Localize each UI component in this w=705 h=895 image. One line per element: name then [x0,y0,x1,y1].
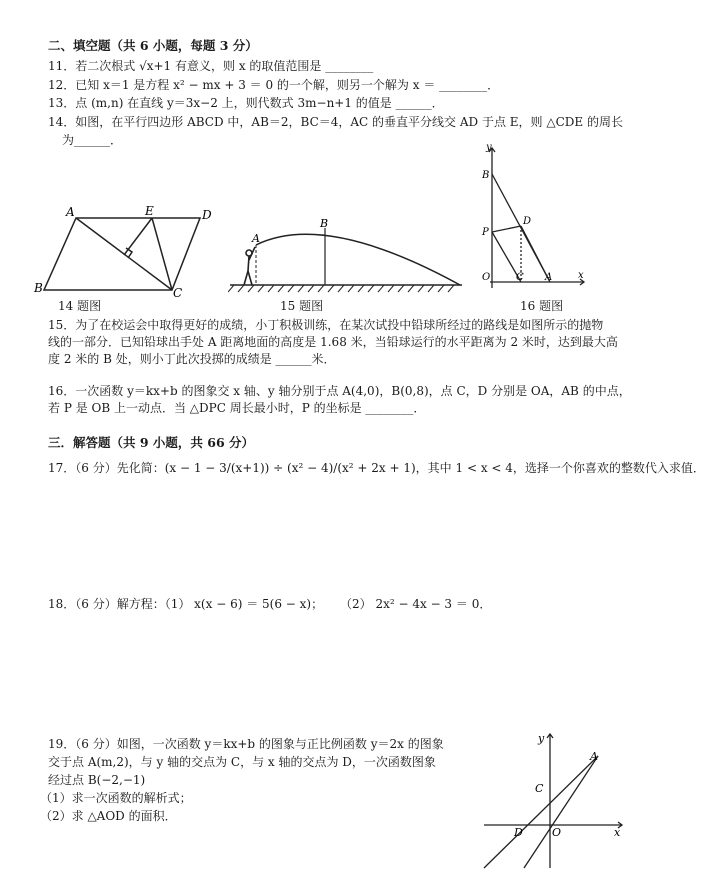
figure-14-caption: 14 题图 [58,299,102,313]
figure-15-caption: 15 题图 [280,299,324,313]
label-a: A [252,232,260,245]
label-x: x [578,270,584,281]
question-16-line-1: 16．一次函数 y＝kx+b 的图象交 x 轴、y 轴分别于点 A(4,0)，B(0,8)，点 C，D 分别是 OA，AB 的中点， [48,384,631,398]
question-16-line-2: 若 P 是 OB 上一动点．当 △DPC 周长最小时，P 的坐标是 ________． [48,401,426,415]
label-a: A [545,272,553,283]
label-o: O [552,826,562,839]
line-kx-b [484,756,598,868]
segment-pd [492,226,521,232]
question-19-line-3: 经过点 B(−2,−1) [48,773,146,787]
label-b: B [482,170,490,181]
label-b: B [34,281,43,295]
figure-16-caption: 16 题图 [520,299,564,313]
question-19-sub-1: （1）求一次函数的解析式； [40,791,192,805]
question-19-line-1: 19．（6 分）如图，一次函数 y＝kx+b 的图象与正比例函数 y＝2x 的图象 [48,737,444,751]
label-d: D [202,208,212,222]
figure-19-coordinate [480,728,630,878]
segment-ec [152,218,172,290]
label-p: P [482,227,489,238]
question-12: 12．已知 x＝1 是方程 x² − mx + 3 ＝ 0 的一个解，则另一个解为 x ＝ ________． [48,78,500,92]
label-a: A [590,750,598,763]
label-c: C [535,782,544,795]
question-19-line-2: 交于点 A(m,2)，与 y 轴的交点为 C，与 x 轴的交点为 D，一次函数图象 [48,755,436,769]
question-18-part-1: 18．（6 分）解方程：（1） x(x − 6) ＝ 5(6 − x)； [48,597,324,611]
question-18-part-2: （2） 2x² − 4x − 3 ＝ 0． [340,597,492,611]
trajectory-curve [256,234,460,285]
label-a: A [66,205,75,219]
label-e: E [145,204,154,218]
figure-16-coordinate [474,140,594,300]
label-d: D [523,216,532,227]
thrower-figure [244,247,255,285]
question-17: 17．（6 分）先化简：(x − 1 − 3/(x+1)) ÷ (x² − 4)/(x² + 2x + 1)，其中 1 < x < 4，选择一个你喜欢的整数代入求值． [48,461,705,475]
question-14-line-2: 为______． [62,133,123,147]
section-3-title: 三．解答题（共 9 小题，共 66 分） [48,435,255,450]
question-13: 13．点 (m,n) 在直线 y＝3x−2 上，则代数式 3m−n+1 的值是 ______． [48,96,444,110]
label-c: C [173,286,183,300]
question-19-sub-2: （2）求 △AOD 的面积． [40,809,177,823]
label-y: y [486,142,492,153]
figure-15-parabola [228,215,468,297]
label-y: y [538,732,545,745]
section-2-title: 二、填空题（共 6 小题，每题 3 分） [48,38,258,53]
question-15-line-3: 度 2 米的 B 处，则小丁此次投掷的成绩是 ______米． [48,352,336,366]
figure-14-parallelogram [32,200,217,300]
label-d: D [514,826,523,839]
question-11: 11．若二次根式 √x+1 有意义，则 x 的取值范围是 ________ [48,59,374,73]
parallelogram-abcd [44,218,200,290]
question-15-line-2: 线的一部分．已知铅球出手处 A 距离地面的高度是 1.68 米，当铅球运行的水平距离为 2 米时，达到最大高 [48,335,618,349]
label-b: B [320,217,329,230]
label-c: C [516,272,524,283]
label-o: O [482,272,491,283]
label-x: x [614,826,621,839]
question-14-line-1: 14．如图，在平行四边形 ABCD 中，AB＝2，BC＝4，AC 的垂直平分线交 AD 于点 E，则 △CDE 的周长 [48,115,623,129]
question-15-line-1: 15．为了在校运会中取得更好的成绩，小丁积极训练，在某次试投中铅球所经过的路线是如图所示的抛物 [48,318,604,332]
line-y-2x [524,756,598,868]
